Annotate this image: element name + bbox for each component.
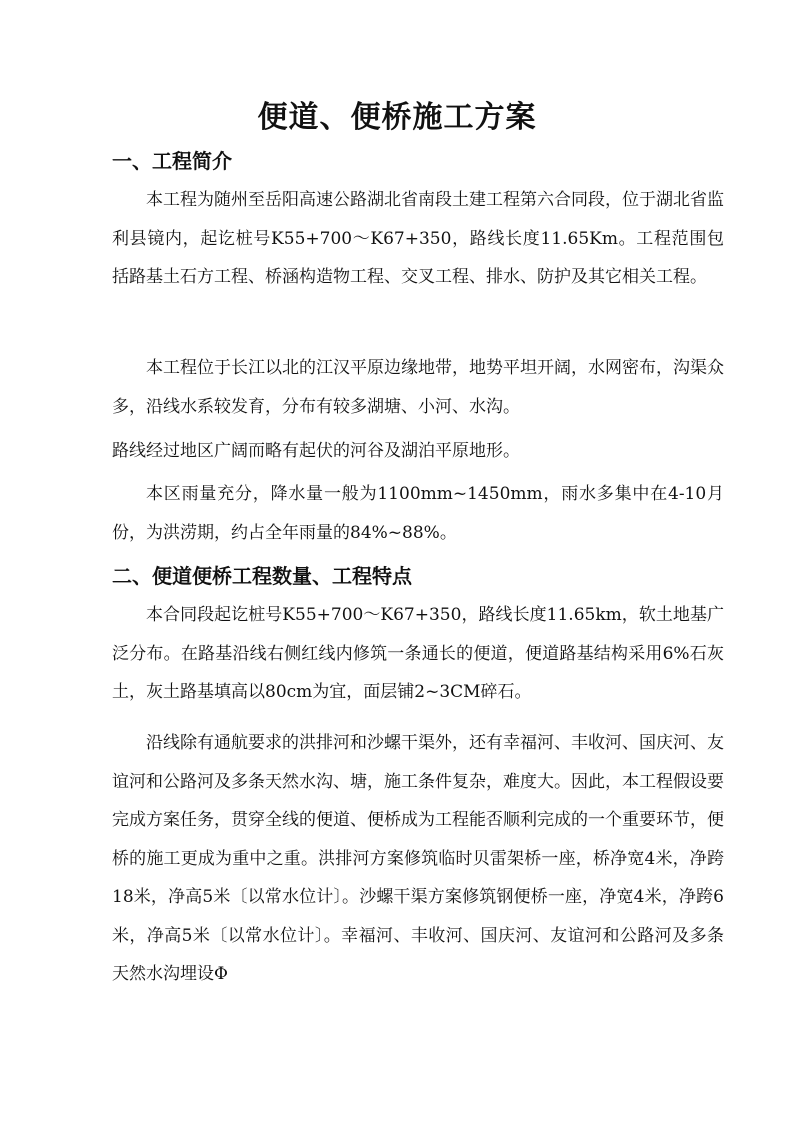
section-heading-quantities: 二、便道便桥工程数量、工程特点 (112, 564, 412, 588)
paragraph-landform: 路线经过地区广阔而略有起伏的河谷及湖泊平原地形。 (112, 441, 520, 461)
paragraph-rainfall: 本区雨量充分，降水量一般为1100mm~1450mm，雨水多集中在4-10月份，为洪涝期，约占全年雨量的84%~88%。 (112, 484, 724, 543)
section-heading-overview: 一、工程简介 (112, 149, 232, 173)
paragraph-terrain: 本工程位于长江以北的江汉平原边缘地带，地势平坦开阔，水网密布，沟渠众多，沿线水系较发育，分布有较多湖塘、小河、水沟。 (112, 358, 724, 417)
document-title: 便道、便桥施工方案 (257, 100, 537, 135)
paragraph-project-location: 本工程为随州至岳阳高速公路湖北省南段土建工程第六合同段，位于湖北省监利县镜内，起讫桩号K55+700～K67+350，路线长度11.65Km。工程范围包括路基土石方工程、桥涵构造物工程、交叉工程、排水、防护及其它相关工程。 (112, 190, 724, 287)
paragraph-temporary-bridges: 沿线除有通航要求的洪排河和沙螺干渠外，还有幸福河、丰收河、国庆河、友谊河和公路河及多条天然水沟、塘，施工条件复杂，难度大。因此，本工程假设要完成方案任务，贯穿全线的便道、便桥成为工程能否顺利完成的一个重要环节，便桥的施工更成为重中之重。洪排河方案修筑临时贝雷架桥一座，桥净宽4米，净跨18米，净高5米〔以常水位计〕。沙螺干渠方案修筑钢便桥一座，净宽4米，净跨6米，净高5米〔以常水位计〕。幸福河、丰收河、国庆河、友谊河和公路河及多条天然水沟埋设Φ (112, 733, 724, 984)
paragraph-temporary-road: 本合同段起讫桩号K55+700～K67+350，路线长度11.65km，软土地基广泛分布。在路基沿线右侧红线内修筑一条通长的便道，便道路基结构采用6%石灰土，灰土路基填高以80cm为宜，面层铺2~3CM碎石。 (112, 605, 724, 702)
